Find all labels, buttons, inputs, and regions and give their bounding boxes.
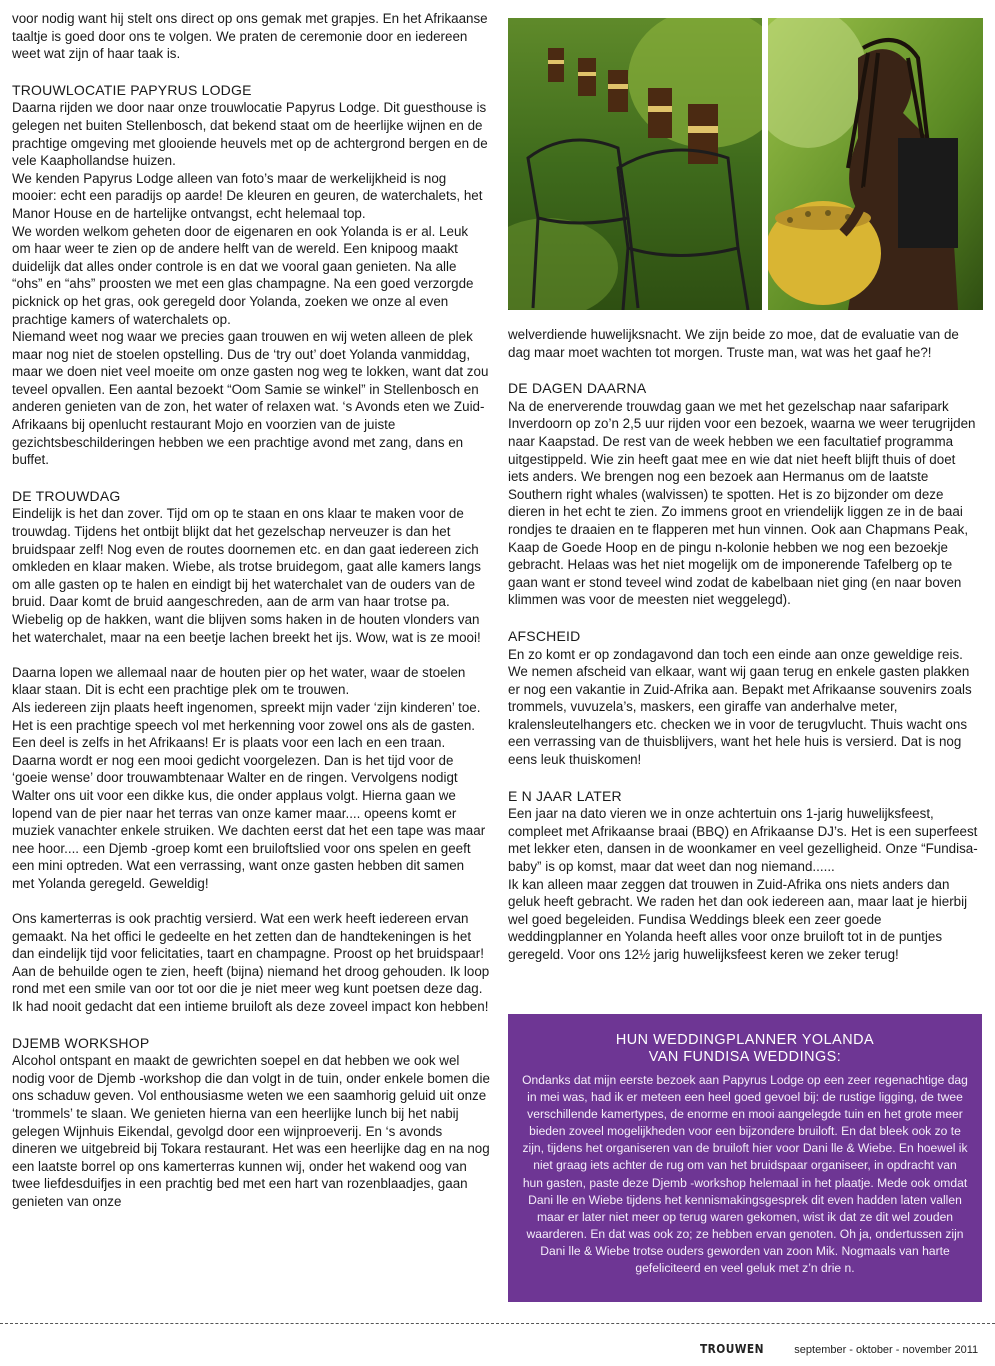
issue-date: september - oktober - november 2011 bbox=[794, 1344, 979, 1356]
intro-paragraph: voor nodig want hij stelt ons direct op ons gemak met grapjes. En het Afrikaanse taaltje is goed door ons te volgen. We praten de ceremonie door en iedereen weet wat zijn of haar taak is. bbox=[12, 11, 488, 62]
weddingplanner-box bbox=[508, 1014, 982, 1302]
paragraph: We kenden Papyrus Lodge alleen van foto’s maar de werkelijkheid is nog mooier: echt een paradijs op aarde! De kleuren en geuren, de waterchalets, het Manor House en de hartelijke ontvangst, echt helemaal top. bbox=[12, 170, 483, 221]
paragraph: Alcohol ontspant en maakt de gewrichten soepel en dat hebben we ook wel nodig voor de Djemb -workshop die dan volgt in de tuin, onder enkele bomen die ons schaduw geven. Vol enthousiasme weten we een saamhorig geluid uit onze ‘trommels’ te slaan. We genieten hierna van een heerlijke lunch bij het nabij gelegen Wijnhuis Eikendal, gevolgd door een wijnproeverij. En ‘s avonds dineren we uitgebreid bij Tokara restaurant. Het was een heerlijke dag en na nog een laatste borrel op ons kamerterras kunnen wij, onder het wakend oog van twee liefdesduifjes in een prachtig bed met een hart van rozenblaadjes, gaan genieten van onze bbox=[12, 1053, 490, 1209]
photo-djembe-player-image bbox=[768, 18, 983, 310]
paragraph: Daarna rijden we door naar onze trouwlocatie Papyrus Lodge. Dit guesthouse is gelegen net buiten Stellenbosch, dat bekend staat om de heerlijke wijnen en de prachtige omgeving met glooiende heuvels met op de achtergrond bergen en de vele Kaaphollandse huizen. bbox=[12, 100, 488, 169]
box-body: Ondanks dat mijn eerste bezoek aan Papyrus Lodge op een zeer regenachtige dag in mei was, had ik er meteen een heel goed gevoel bij: de rustige ligging, de twee verschillende kamertypes, de enorme en mooi aangelegde tuin en het grote meer bieden zoveel mogelijkheden voor een bijzondere bruiloft. En dat bleek ook zo te zijn, tijdens het organiseren van de bruiloft hier voor Dani lle & Wiebe. En hoewel ik niet graag iets achter de rug om van het bruidspaar organiseer, in opdracht van hun gasten, paste deze Djemb -workshop helemaal in het plaatje. Mede ook omdat Dani lle en Wiebe tijdens het kennismakingsgesprek dit even hadden laten vallen maar er later niet meer op terug waren gekomen, wist ik dat ze dit wel zouden waarderen. En dat was ook zo; ze hebben ervan genoten. Oh ja, ondertussen zijn Dani lle & Wiebe trotse ouders geworden van zoon Mik. Nogmaals van harte gefeliciteerd en veel geluk met z’n drie n. bbox=[522, 1073, 968, 1276]
box-title-line2: VAN FUNDISA WEDDINGS: bbox=[648, 1049, 842, 1065]
box-title-line1: HUN WEDDINGPLANNER YOLANDA bbox=[615, 1032, 875, 1048]
section-title-trouwdag: DE TROUWDAG bbox=[12, 487, 121, 504]
footer-divider bbox=[0, 1323, 995, 1324]
right-column bbox=[508, 326, 978, 964]
paragraph: Als iedereen zijn plaats heeft ingenomen, spreekt mijn vader ‘zijn kinderen’ toe. Het is een prachtige speech vol met herkenning voor zowel ons als de gasten. Een deel is zelfs in het Afrikaans! Er is plaats voor een lach en een traan. Daarna wordt er nog een mooi gedicht voorgelezen. Dan is het tijd voor de ‘goeie wense’ door trouwambtenaar Walter en de ringen. Vervolgens nodigt Walter ons uit voor een dikke kus, die onder applaus volgt. Hierna gaan we lopend van de pier naar het terras van onze kamer maar.... opeens komt er muziek vanachter enkele struiken. We dachten eerst dat het een tape was maar nee hoor.... een Djemb -groep komt een bruiloftslied voor ons spelen en geeft een mini optreden. Wat een verrassing, want onze gasten hebben dit samen met Yolanda geregeld. Geweldig! bbox=[12, 699, 486, 891]
section-title-afscheid: AFSCHEID bbox=[508, 627, 581, 644]
paragraph: Ons kamerterras is ook prachtig versierd. Wat een werk heeft iedereen ervan gemaakt. Na het offici le gedeelte en het zetten dan de handtekeningen is het dan eindelijk tijd voor felicitaties, taart en champagne. Proost op het bruidspaar! Aan de behuilde ogen te zien, heeft (bijna) niemand het droog gehouden. Ik loop rond met een smile van oor tot oor die je niet meer weg kunt poetsen deze dag. Ik had nooit gedacht dat een intieme bruiloft als deze zoveel impact kon hebben! bbox=[12, 911, 490, 1015]
box-title bbox=[508, 1032, 982, 1066]
photo-chairs-drums bbox=[508, 18, 762, 310]
paragraph: Daarna lopen we allemaal naar de houten pier op het water, waar de stoelen klaar staan. Dit is echt een prachtige plek om te trouwen. bbox=[12, 664, 466, 698]
photo-chairs-drums-image bbox=[508, 18, 762, 310]
photo-djembe-player bbox=[768, 18, 983, 310]
left-column bbox=[12, 10, 490, 1211]
section-title-papyrus-lodge: TROUWLOCATIE PAPYRUS LODGE bbox=[12, 81, 252, 98]
section-title-dagen-daarna: DE DAGEN DAARNA bbox=[508, 380, 647, 397]
paragraph: En zo komt er op zondagavond dan toch een einde aan onze geweldige reis. We nemen afscheid van elkaar, want wij gaan terug en enkele gasten plakken er nog een vakantie in Zuid-Afrika aan. Bepakt met Afrikaanse souvenirs zoals trommels, vuvuzela’s, maskers, een giraffe van anderhalve meter, kralensleutelhangers etc. checken we in voor de terugvlucht. Thuis wacht ons een verrassing van de thuisblijvers, want het hele huis is versierd. Dat is nog eens leuk thuiskomen! bbox=[508, 646, 972, 768]
paragraph: Ik kan alleen maar zeggen dat trouwen in Zuid-Afrika ons niets anders dan geluk heeft gebracht. We raden het dan ook iedereen aan, maar laat je hierbij wel goed begeleiden. Fundisa Weddings bleek een zeer goede weddingplanner en Yolanda heeft alles voor onze bruiloft tot in de puntjes geregeld. Voor ons 12½ jarig huwelijksfeest keren we zeker terug! bbox=[508, 876, 968, 962]
paragraph: We worden welkom geheten door de eigenaren en ook Yolanda is er al. Leuk om haar weer te zien op de andere helft van de wereld. Een knipoog maakt duidelijk dat alles onder controle is en dat we vooral gaan genieten. Na alle “ohs” en “ahs” proosten we met een glas champagne. Na een goed verzorgde picknick op het gras, ook geregeld door Yolanda, zoeken we onze al even prachtige kamers of waterchalets op. bbox=[12, 223, 474, 327]
paragraph: welverdiende huwelijksnacht. We zijn beide zo moe, dat de evaluatie van de dag maar moet wachten tot morgen. Truste man, wat was het gaaf he?! bbox=[508, 327, 959, 360]
section-title-een-jaar-later: E N JAAR LATER bbox=[508, 787, 622, 804]
footer bbox=[700, 1341, 978, 1356]
magazine-brand: TROUWEN bbox=[700, 1341, 764, 1356]
paragraph: Niemand weet nog waar we precies gaan trouwen en wij weten alleen de plek maar nog niet de stoelen opstelling. Dus de ‘try out’ doet Yolanda vanmiddag, maar we doen niet veel moeite om onze gasten nog weg te lokken, want dat zou teveel opvallen. Een aantal bezoekt “Oom Samie se winkel” in Stellenbosch en anderen genieten van de zon, het water of relaxen wat. ‘s Avonds eten we Zuid-Afrikaans bij openlucht restaurant Mojo en voorzien van de juiste gezichtsbeschilderingen hebben we een prachtige avond met zang, dans en buffet. bbox=[12, 329, 489, 468]
section-title-djembe-workshop: DJEMB WORKSHOP bbox=[12, 1034, 150, 1051]
paragraph: Eindelijk is het dan zover. Tijd om op te staan en ons klaar te maken voor de trouwdag. Tijdens het ontbijt blijkt dat het gezelschap nerveuzer is dan het bruidspaar zelf! Nog even de routes doornemen etc. en dan gaat iedereen zich omkleden en klaar maken. Wiebe, als trotse bruidegom, gaat alle kamers langs om alle gasten op te halen en eindigt bij het waterchalet van de ouders van de bruid. Daar komt de bruid aangeschreden, aan de arm van haar trotse pa. Wiebelig op de hakken, want die blijven soms haken in de houten vlonders van het waterchalet, maar na een beetje lachen breekt het ijs. Wow, wat is ze mooi! bbox=[12, 506, 481, 645]
paragraph: Een jaar na dato vieren we in onze achtertuin ons 1-jarig huwelijksfeest, compleet met Afrikaanse braai (BBQ) en Afrikaanse DJ’s. Het is een superfeest met lekker eten, dansen in de woonkamer en veel gezelligheid. Onze “Fundisa-baby” is op komst, maar dat weet dan nog niemand...... bbox=[508, 806, 978, 875]
paragraph: Na de enerverende trouwdag gaan we met het gezelschap naar safaripark Inverdoorn op zo’n 2,5 uur rijden voor een bezoek, waarna we weer terugrijden naar Kaapstad. De rest van de week hebben we een facultatief programma uitgestippeld. Wie zin heeft gaat mee en wie dat niet heeft blijft thuis of doet iets anders. We brengen nog een bezoek aan Hermanus om de laatste Southern right whales (walvissen) te spotten. Het is zo bijzonder om deze dieren in het echt te zien. Zo immens groot en vriendelijk liggen ze in de baai rondjes te draaien en te flapperen met hun vinnen. Ook aan Chapmans Peak, Kaap de Goede Hoop en de pingu n-kolonie hebben we nog een bezoekje gebracht. Helaas was het niet mogelijk om de imponerende Tafelberg op te gaan want er stond teveel wind zodat de kabelbaan niet ging (en naar boven klimmen was voor de meesten niet weggelegd). bbox=[508, 398, 976, 608]
